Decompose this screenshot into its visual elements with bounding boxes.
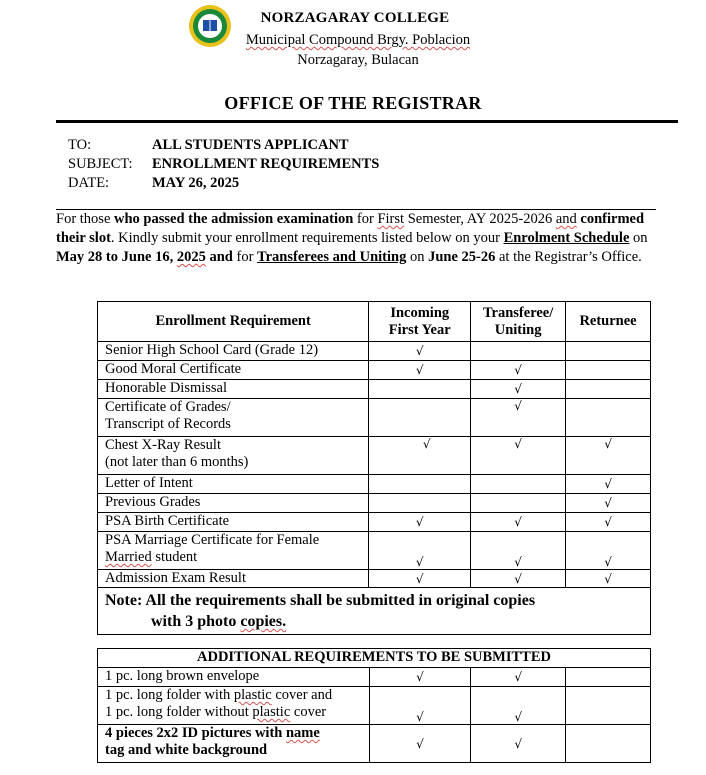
memo-to: TO: ALL STUDENTS APPLICANT: [68, 137, 349, 153]
office-title: OFFICE OF THE REGISTRAR: [224, 93, 482, 113]
requirements-table: [97, 301, 651, 635]
table-row: 1 pc. long brown envelope √ √: [98, 668, 651, 687]
memo-date: DATE: MAY 26, 2025: [68, 175, 240, 191]
header-transferee: Transferee/ Uniting: [471, 302, 566, 342]
header-returnee: Returnee: [566, 302, 651, 342]
table-header-row: [98, 302, 651, 342]
table-row: PSA Marriage Certificate for Female Married student √ √ √: [98, 532, 651, 570]
header-incoming: Incoming First Year: [369, 302, 471, 342]
table-row: Honorable Dismissal √: [98, 380, 651, 399]
table-row: Previous Grades √: [98, 494, 651, 513]
additional-requirements-table: [97, 648, 651, 763]
table-row: 4 pieces 2x2 ID pictures with name tag and white background √ √: [98, 725, 651, 763]
note-line-1: Note: All the requirements shall be submitted in original copies: [105, 592, 536, 609]
table-row: PSA Birth Certificate √ √ √: [98, 513, 651, 532]
college-name: NORZAGARAY COLLEGE: [260, 10, 450, 26]
table-row: Letter of Intent √: [98, 475, 651, 494]
table-row: 1 pc. long folder with plastic cover and 1 pc. long folder without plastic cover √ √: [98, 687, 651, 725]
college-seal-logo: [188, 4, 232, 48]
note-row: [98, 588, 651, 635]
table-row: Certificate of Grades/ Transcript of Records √: [98, 399, 651, 437]
table-row: Senior High School Card (Grade 12) √: [98, 342, 651, 361]
header-requirement: Enrollment Requirement: [98, 302, 369, 342]
memo-subject: SUBJECT: ENROLLMENT REQUIREMENTS: [68, 156, 380, 172]
table-row: Admission Exam Result √ √ √: [98, 570, 651, 588]
instructions-paragraph: For those who passed the admission examination for First Semester, AY 2025-2026 and confirmed their slot. Kindly submit your enrollment requirements listed below on your Enrolment Schedule on May 28 to June 16, 2025 and for Transferees and Uniting on June 25-26 at the Registrar’s Office.: [56, 211, 648, 265]
table-row: Chest X-Ray Result (not later than 6 months) √ √ √: [98, 437, 651, 475]
header-divider: [56, 120, 678, 123]
table-row: Good Moral Certificate √ √: [98, 361, 651, 380]
additional-header-row: ADDITIONAL REQUIREMENTS TO BE SUBMITTED: [98, 649, 651, 668]
note-line-2: with 3 photo copies.: [151, 613, 287, 630]
address-line-1: Municipal Compound Brgy. Poblacion: [245, 32, 471, 48]
address-line-2: Norzagaray, Bulacan: [297, 52, 419, 68]
